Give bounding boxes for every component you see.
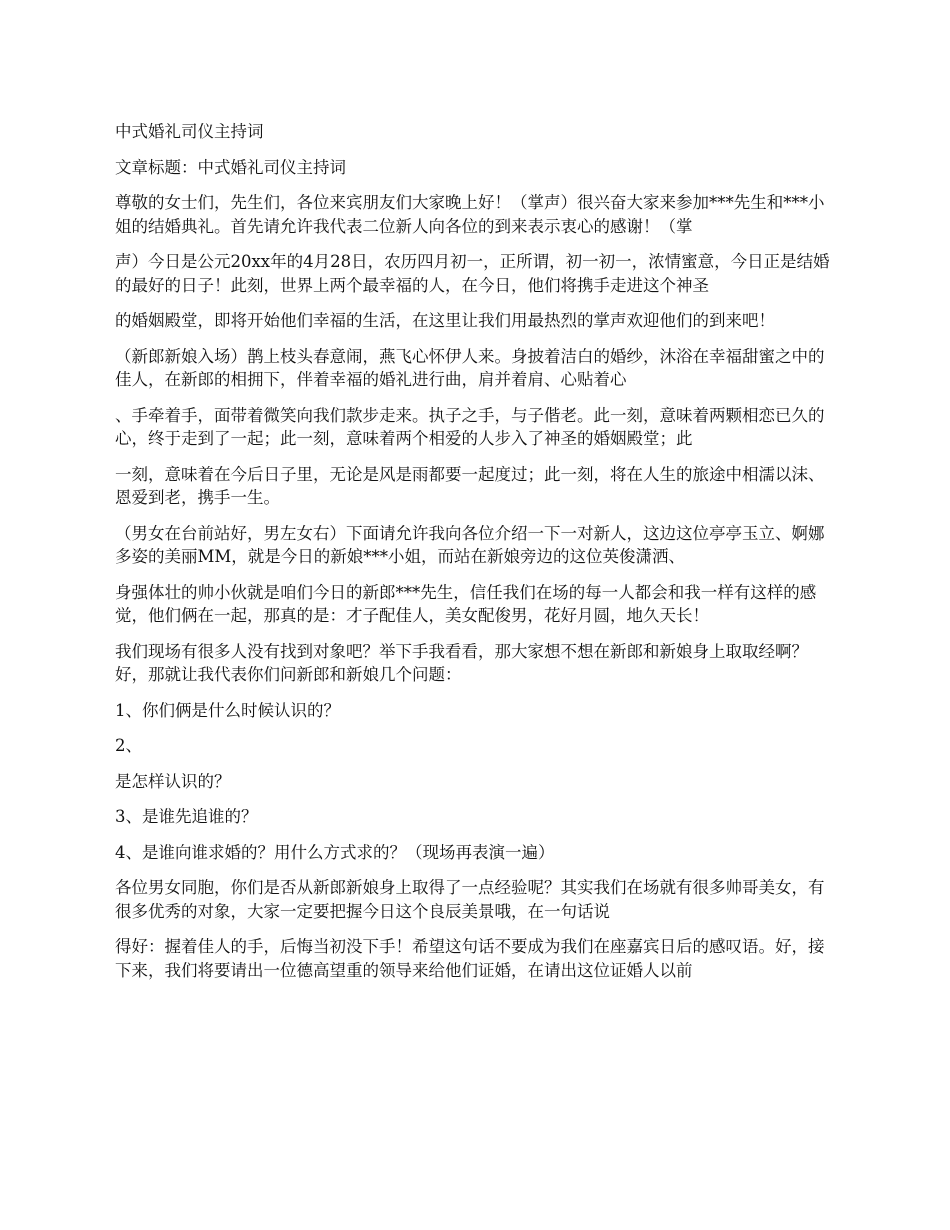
question-item: 3、是谁先追谁的？ (115, 807, 258, 826)
paragraph: （新郎新娘入场）鹊上枝头春意闹，燕飞心怀伊人来。身披着洁白的婚纱，沐浴在幸福甜蜜之中的佳人，在新郎的相拥下，伴着幸福的婚礼进行曲，肩并着肩、心贴着心 (115, 346, 825, 389)
document-page (115, 120, 840, 994)
paragraph: 我们现场有很多人没有找到对象吧？举下手我看看，那大家想不想在新郎和新娘身上取取经啊？好，那就让我代表你们问新郎和新娘几个问题： (115, 641, 808, 684)
paragraph: 声）今日是公元20xx年的4月28日，农历四月初一，正所谓，初一初一，浓情蜜意，今日正是结婚的最好的日子！此刻，世界上两个最幸福的人，在今日，他们将携手走进这个神圣 (115, 252, 830, 295)
paragraph: 身强体壮的帅小伙就是咱们今日的新郎***先生，信任我们在场的每一人都会和我一样有这样的感觉，他们俩在一起，那真的是：才子配佳人，美女配俊男，花好月圆，地久天长！ (115, 582, 817, 625)
paragraph: 各位男女同胞，你们是否从新郎新娘身上取得了一点经验呢？其实我们在场就有很多帅哥美女，有很多优秀的对象，大家一定要把握今日这个良辰美景哦，在一句话说 (115, 878, 825, 921)
paragraph: 得好：握着佳人的手，后悔当初没下手！希望这句话不要成为我们在座嘉宾日后的感叹语。好，接下来，我们将要请出一位德高望重的领导来给他们证婚，在请出这位证婚人以前 (115, 937, 825, 980)
article-title-line: 文章标题：中式婚礼司仪主持词 (115, 157, 346, 177)
paragraph: （男女在台前站好，男左女右）下面请允许我向各位介绍一下一对新人，这边这位亭亭玉立、婀娜多姿的美丽MM，就是今日的新娘***小姐，而站在新娘旁边的这位英俊潇洒、 (115, 523, 825, 566)
paragraph: 、手牵着手，面带着微笑向我们款步走来。执子之手，与子偕老。此一刻，意味着两颗相恋已久的心，终于走到了一起；此一刻，意味着两个相爱的人步入了神圣的婚姻殿堂；此 (115, 405, 825, 448)
question-item: 4、是谁向谁求婚的？用什么方式求的？（现场再表演一遍） (115, 842, 555, 862)
paragraph: 一刻，意味着在今后日子里，无论是风是雨都要一起度过；此一刻，将在人生的旅途中相濡以沫、恩爱到老，携手一生。 (115, 464, 825, 507)
question-item: 2、 (115, 736, 142, 755)
paragraph: 尊敬的女士们，先生们，各位来宾朋友们大家晚上好！（掌声）很兴奋大家来参加***先生和***小姐的结婚典礼。首先请允许我代表二位新人向各位的到来表示衷心的感谢！（掌 (115, 193, 825, 236)
question-item: 1、你们俩是什么时候认识的？ (115, 700, 340, 720)
document-title: 中式婚礼司仪主持词 (115, 122, 264, 141)
paragraph: 的婚姻殿堂，即将开始他们幸福的生活，在这里让我们用最热烈的掌声欢迎他们的到来吧！ (115, 311, 775, 330)
question-item: 是怎样认识的？ (115, 771, 231, 791)
